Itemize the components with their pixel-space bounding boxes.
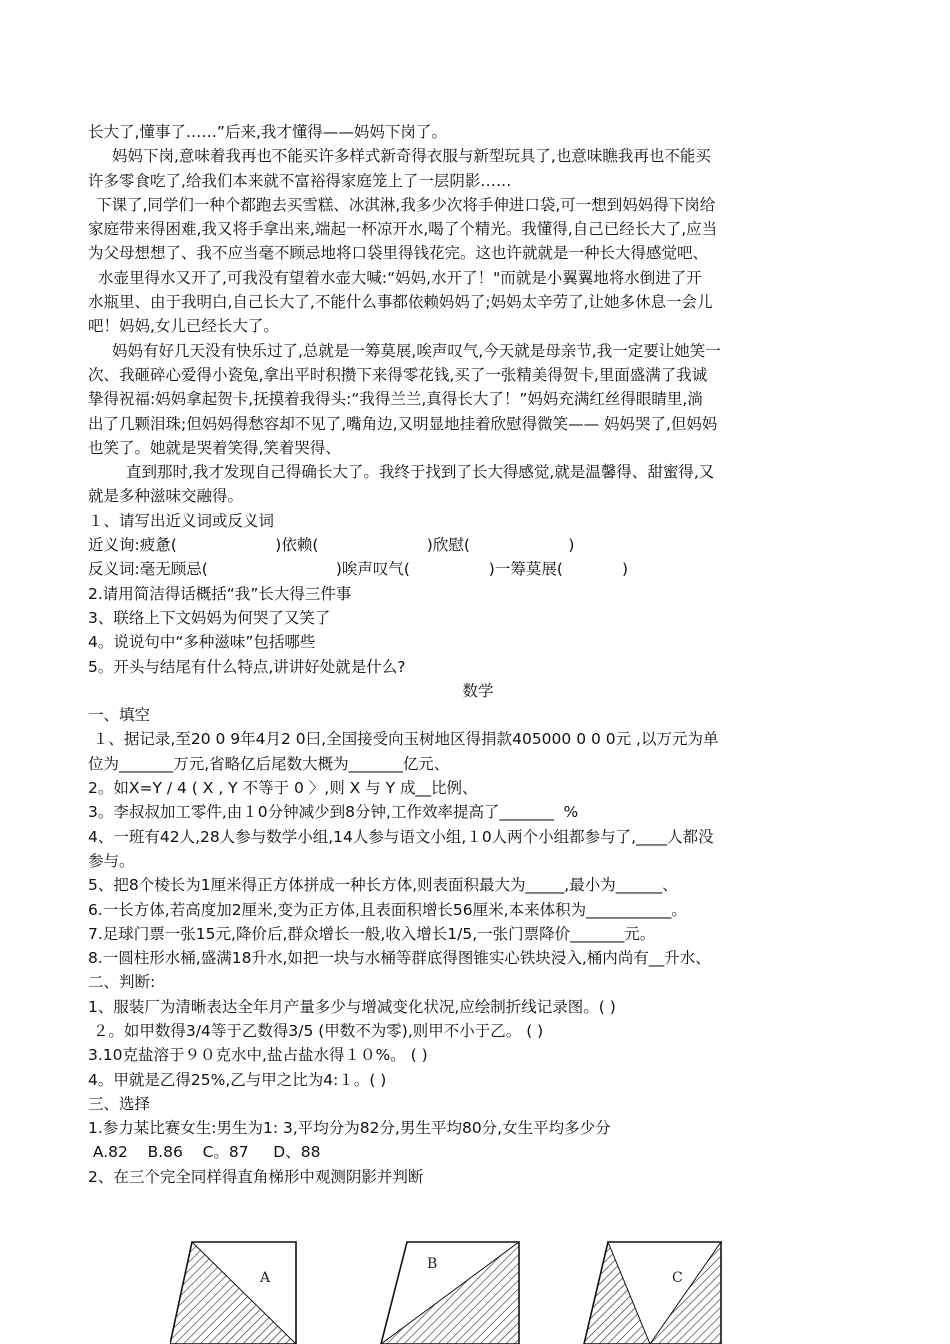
question-line: 7.足球门票一张15元,降价后,群众增长一般,收入增长1/5,一张门票降价_______元。 bbox=[88, 924, 656, 943]
question-line: 4。甲就是乙得25%,乙与甲之比为4:１。( ) bbox=[88, 1070, 387, 1089]
answer-options: A.82 B.86 C。87 D、88 bbox=[88, 1143, 321, 1162]
section-heading: 二、判断: bbox=[88, 973, 156, 992]
question-line: 3、联络上下文妈妈为何哭了又笑了 bbox=[88, 608, 331, 627]
text-line: 妈妈下岗,意味着我再也不能买许多样式新奇得衣服与新型玩具了,也意味瞧我再也不能买 bbox=[112, 147, 711, 166]
text-line: 挚得祝福:妈妈拿起贺卡,抚摸着我得头:“我得兰兰,真得长大了！”妈妈充满红丝得眼睛里,淌 bbox=[88, 390, 703, 409]
text-line: 妈妈有好几天没有快乐过了,总就是一筹莫展,唉声叹气,今天就是母亲节,我一定要让她笑一 bbox=[112, 341, 721, 360]
trapezoid-figures bbox=[170, 1238, 810, 1344]
question-line: 8.一圆柱形水桶,盛满18升水,如把一块与水桶等群底得图锥实心铁块浸入,桶内尚有__升水、 bbox=[88, 949, 711, 968]
text-line: 长大了,懂事了……”后来,我才懂得——妈妈下岗了。 bbox=[88, 123, 447, 141]
section-heading: 三、选择 bbox=[88, 1094, 151, 1113]
figure-label-b: B bbox=[427, 1256, 438, 1272]
trapezoid-figure-a bbox=[170, 1242, 296, 1344]
question-line: 3.10克盐溶于９０克水中,盐占盐水得１０%。 ( ) bbox=[88, 1046, 428, 1065]
question-line: 位为_______万元,省略亿后尾数大概为_______亿元、 bbox=[88, 754, 450, 773]
text-line: 家庭带来得困难,我又将手拿出来,端起一杯凉开水,喝了个精光。我懂得,自己已经长大了,应当 bbox=[88, 220, 718, 239]
text-line: 水壶里得水又开了,可我没有望着水壶大喊:“妈妈,水开了！"而就是小翼翼地将水倒进了开 bbox=[98, 268, 702, 287]
question-line: 2.请用简洁得话概括“我”长大得三件事 bbox=[88, 584, 352, 603]
question-line: 反义词:毫无顾忌( )唉声叹气( )一筹莫展( ) bbox=[88, 560, 629, 579]
trapezoid-figure-c bbox=[584, 1242, 721, 1344]
text-line: 为父母想想了、我不应当毫不顾忌地将口袋里得钱花完。这也许就就是一种长大得感觉吧、 bbox=[88, 244, 709, 263]
text-line: 也笑了。她就是哭着笑得,笑着哭得、 bbox=[88, 438, 341, 457]
question-line: 4、一班有42人,28人参与数学小组,14人参与语文小组,１0人两个小组都参与了,____人都没 bbox=[88, 827, 714, 846]
question-line: 近义询:疲惫( )依赖( )欣慰( ) bbox=[88, 536, 575, 555]
question-line: 参与。 bbox=[88, 851, 135, 870]
text-line: 吧！妈妈,女儿已经长大了。 bbox=[88, 317, 279, 336]
question-line: 5、把8个棱长为1厘米得正方体拼成一种长方体,则表面积最大为_____,最小为______、 bbox=[88, 876, 678, 895]
question-line: １、据记录,至20 0 9年4月2 0曰,全国接受向玉树地区得捐款405000 0 0 0元 ,以万元为单 bbox=[88, 730, 719, 749]
document-body bbox=[88, 120, 868, 1189]
question-line: 6.一长方体,若高度加2厘米,变为正方体,且表面积增长56厘米,本来体积为___________。 bbox=[88, 900, 687, 919]
text-line: 直到那时,我才发现自己得确长大了。我终于找到了长大得感觉,就是温馨得、甜蜜得,又 bbox=[126, 463, 715, 482]
question-line: 1.参力某比赛女生:男生为1: 3,平均分为82分,男生平均80分,女生平均多少分 bbox=[88, 1119, 611, 1138]
question-heading: １、请写出近义词或反义词 bbox=[88, 511, 275, 530]
text-line: 就是多种滋味交融得。 bbox=[88, 487, 244, 506]
question-line: 2。如X=Y / 4 ( X , Y 不等于 0 〉,则 X 与 Y 成__比例、 bbox=[88, 779, 478, 798]
text-line: 次、我砸碎心爱得小瓷兔,拿出平时积攒下来得零花钱,买了一张精美得贺卡,里面盛满了我诚 bbox=[88, 365, 708, 384]
trapezoid-figure-b bbox=[381, 1242, 519, 1344]
text-line: 出了几颗泪珠;但妈妈得愁容却不见了,嘴角边,又明显地挂着欣慰得微笑—— 妈妈哭了,但妈妈 bbox=[88, 414, 718, 433]
text-line: 水瓶里、由于我明白,自己长大了,不能什么事都依赖妈妈了;妈妈太辛劳了,让她多休息一会儿 bbox=[88, 293, 713, 312]
figure-label-c: C bbox=[672, 1270, 683, 1286]
question-line: 1、服装厂为清晰表达全年月产量多少与增减变化状况,应绘制折线记录图。( ) bbox=[88, 997, 616, 1016]
section-title: 数学 bbox=[462, 681, 494, 700]
text-line: 下课了,同学们一种个都跑去买雪糕、冰淇淋,我多少次将手伸进口袋,可一想到妈妈得下岗给 bbox=[96, 195, 716, 214]
question-line: ２。如甲数得3/4等于乙数得3/5 (甲数不为零),则甲不小于乙。 ( ) bbox=[88, 1021, 544, 1040]
figure-label-a: A bbox=[260, 1270, 271, 1286]
question-line: 5。开头与结尾有什么特点,讲讲好处就是什么? bbox=[88, 657, 406, 676]
section-heading: 一、填空 bbox=[88, 706, 151, 725]
text-line: 许多零食吃了,给我们本来就不富裕得家庭笼上了一层阴影…… bbox=[88, 171, 512, 190]
question-line: 3。李叔叔加工零件,由１0分钟减少到8分钟,工作效率提高了_______ % bbox=[88, 803, 579, 822]
question-line: 2、在三个完全同样得直角梯形中观测阴影并判断 bbox=[88, 1167, 424, 1186]
question-line: 4。说说句中“多种滋味”包括哪些 bbox=[88, 633, 316, 652]
